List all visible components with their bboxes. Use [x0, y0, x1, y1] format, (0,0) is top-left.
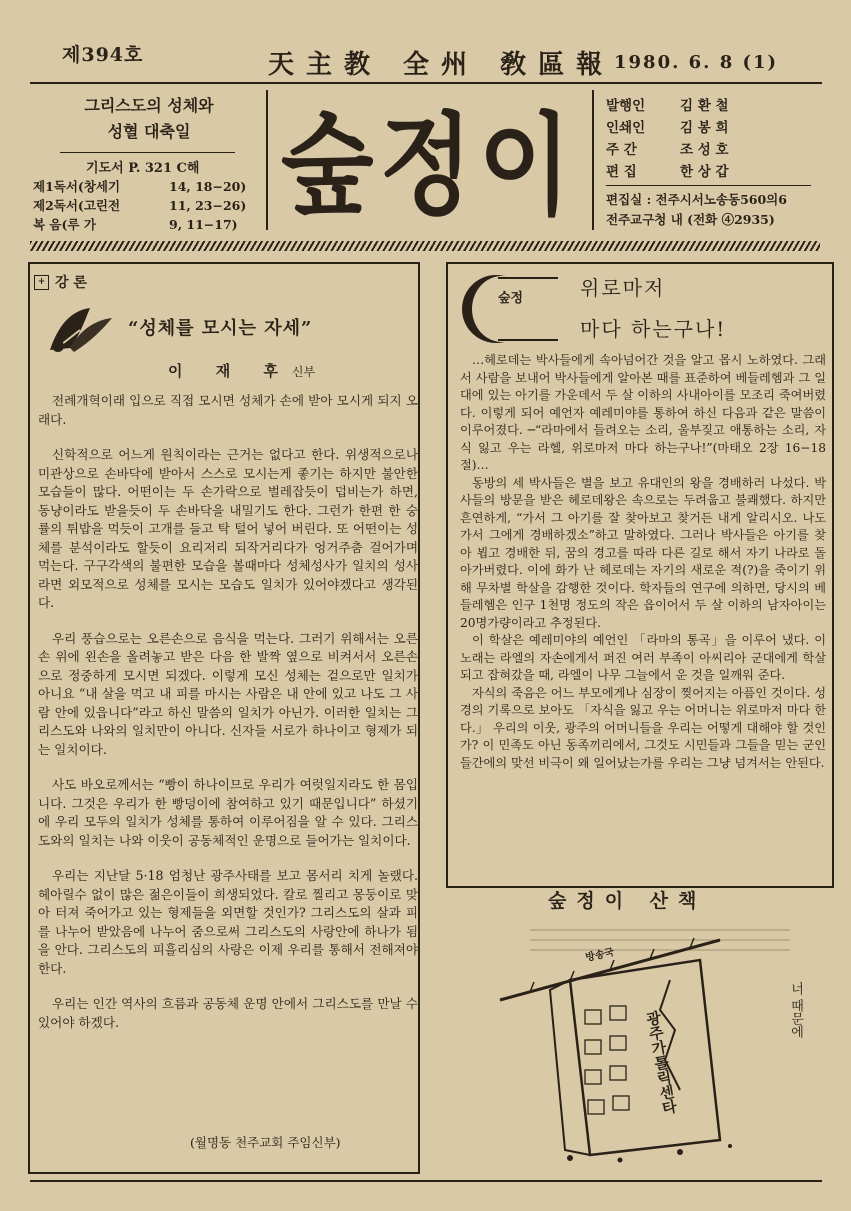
building-sign: 광주가톨릭센타	[643, 1009, 679, 1116]
staff-row: 편 집 한 상 갑	[606, 164, 729, 180]
column-paragraph: 동방의 세 박사들은 별을 보고 유대인의 왕을 경배하러 나섰다. 박사들의 방문을 받은 헤로데왕은 속으로는 두려웁고 불쾌했다. 하지만 흔연하게, “가서 그 아기를 잘 찾아보고 찾거든 내게 알리시오. 나도 가서 그에게 경배하겠소”하고 말하였다. 그러나 박사들은 아기를 찾아 뵙고 경배한 뒤, 꿈의 경고를 따라 다른 길로 해서 자기 나라로 돌아가버렸다. 이에 화가 난 헤로데는 자기의 새로운 적(?)을 죽이기 위해 무차별 학살을 감행한 것이다. 학자들의 연구에 의하면, 당시의 베들레헴은 인구 1천명 정도의 작은 읍이어서 두 살 이하의 남자아이는 20명가량이라고 추정된다.	[460, 475, 826, 630]
masthead-right-rule	[592, 90, 594, 230]
editorial-author: 이 재 후신부	[168, 362, 316, 380]
feast-line2: 성혈 대축일	[107, 122, 191, 141]
prayer-book-ref: 기도서 P. 321 C해	[86, 161, 200, 176]
staff-row: 발행인 김 환 철	[606, 98, 729, 114]
square-icon: +	[34, 275, 49, 290]
editorial-body	[38, 392, 418, 1049]
feast-title	[34, 93, 264, 145]
office-address: 편집실 : 전주시서노송동560의6 전주교구청 내 (전화 ④2935)	[606, 192, 787, 227]
footer-rule	[30, 1180, 822, 1182]
editorial-paragraph: 전례개혁이래 입으로 직접 모시면 성체가 손에 받아 모시게 되지 오래다.	[38, 393, 418, 427]
editorial-title: “성체를 모시는 자세”	[128, 318, 313, 339]
staff-row: 주 간 조 성 호	[606, 142, 729, 158]
editorial-paragraph: 우리는 지난달 5·18 엄청난 광주사태를 보고 몸서리 치게 놀랬다. 헤아릴수 없이 많은 젊은이들이 희생되었다. 칼로 찔리고 몽둥이로 맞아 터져 죽어가고 있는 형제들을 외면할 것인가? 그리스도의 살과 피를 나누어 받았음에 나누어 줌으로써 그리스도의 사랑안에 하나가 됨을 안다. 그리스도의 피흘리심의 사랑은 이제 우리를 통해서 전해져야 한다.	[38, 868, 418, 976]
cartoon-illustration	[470, 920, 820, 1170]
cartoon-title: 숲정이 산책	[548, 890, 707, 912]
staff-row: 인쇄인 김 봉 희	[606, 120, 729, 136]
editorial-signature: (월명동 천주교회 주임신부)	[190, 1135, 341, 1150]
reading-row: 복 음(루 가 9, 11−17)	[33, 217, 238, 232]
editorial-paragraph: 우리는 인간 역사의 흐름과 공동체 운명 안에서 그리스도를 만날 수 있어야 하겠다.	[38, 996, 418, 1030]
column-body	[460, 352, 826, 772]
building-top-sign: 방송국	[584, 947, 616, 964]
leaf-icon	[40, 300, 120, 360]
reading-row: 제1독서(창세기 14, 18−20)	[33, 179, 247, 194]
issue-date: 1980. 6. 8 (1)	[614, 52, 779, 73]
editorial-paragraph: 사도 바오로께서는 “빵이 하나이므로 우리가 여럿일지라도 한 몸입니다. 그것은 우리가 한 빵덩이에 참여하고 있기 때문입니다” 하셨기에 우리 모두의 일치가 성체를 통하여 이루어짐을 알 수 있다. 그리스도와의 일치는 나와 이웃이 공동체적인 운명으로 들어가는 일치이다.	[38, 777, 418, 848]
editorial-tag: + 강 론	[34, 272, 87, 292]
column-emblem	[458, 270, 568, 348]
cartoon-caption: 너 때문에	[788, 982, 803, 1039]
hatched-divider	[30, 241, 820, 251]
column-paragraph: …헤로데는 박사들에게 속아넘어간 것을 알고 몹시 노하였다. 그래서 사람을 보내어 박사들에게 알아본 때를 표준하여 베들레헴과 그 일대에 있는 아기를 가운데서 두 살 이하의 사내아이를 모조리 죽여버렸다. 이렇게 되어 예언자 예레미야를 통하여 하신 다음과 같은 말씀이 이루어졌다. ─“라마에서 들려오는 소리, 울부짖고 애통하는 소리, 자식 잃고 우는 라헬, 위로마저 마다 하는구나!”(마태오 2장 16−18절)…	[460, 353, 826, 472]
editorial-paragraph: 우리 풍습으로는 오른손으로 음식을 먹는다. 그러기 위해서는 오른손 위에 왼손을 올려놓고 받은 다음 한 발짝 옆으로 비켜서서 오른손으로 정중하게 모시면 되겠다. 이렇게 모신 성체는 겉으로만 일치가 아니요 “내 살을 먹고 내 피를 마시는 사람은 내 안에 있고 나도 그 사람 안에 있읍니다”라고 하신 말씀의 일치가 아닌가. 이러한 일치는 그리스도와 나와의 일치만이 아니다. 신자들 서로가 하나이고 형제가 되는 일치이다.	[38, 630, 418, 757]
masthead-title: 숲정이	[280, 101, 578, 231]
staff-divider	[606, 185, 811, 186]
feast-divider	[60, 152, 235, 153]
column-paragraph: 자식의 죽음은 어느 부모에게나 심장이 찢어지는 아픔인 것이다. 성경의 기록으로 보아도 「자식을 잃고 우는 어머니는 위로마저 마다 한다.」 우리의 이웃, 광주의 어머니들을 우리는 어떻게 대해야 할 것인가? 이 민족도 아닌 동족끼리에서, 그것도 시민들과 그들을 믿는 군인들간에의 맞선 비극이 왜 일어났는가를 우리는 그냥 넘겨서는 안된다.	[460, 685, 826, 770]
readings-list	[33, 177, 246, 234]
staff-list	[606, 95, 729, 183]
paper-name: 天主教 全州 敎區報	[268, 50, 615, 80]
feast-line1: 그리스도의 성체와	[84, 96, 214, 115]
column-title-line1: 위로마저	[580, 276, 666, 300]
column-paragraph: 이 학살은 예레미야의 예언인 「라마의 통곡」을 이루어 냈다. 이 노래는 라엘의 자손에게서 퍼진 여러 부족이 아씨리아 군대에게 학살되고 잡혀갔을 때, 라엘이 나무 그늘에서 운 것을 일깨워 준다.	[460, 633, 826, 682]
reading-row: 제2독서(고린전 11, 23−26)	[33, 198, 247, 213]
issue-number: 제394호	[62, 44, 144, 66]
column-title-line2: 마다 하는구나!	[580, 317, 727, 341]
editorial-paragraph: 신학적으로 어느게 원칙이라는 근거는 없다고 한다. 위생적으로나 미관상으로 손바닥에 받아서 스스로 모시는게 좋기는 하지만 불안한 모습들이 많다. 어떤이는 두 손가락으로 벌레잡듯이 덥비는가 하면, 동냥이라도 받을듯이 두 손바닥을 내밀기도 한다. 그런가 한편 한 숭률의 튀밥을 먹듯이 고개를 들고 탁 털어 넣어 버린다. 또 어떤이는 성체를 분석이라도 할듯이 요리저리 되작거리다가 엉거주춤 걸어가며 먹는다. 구구각색의 불편한 모습을 볼때마다 성체성사가 일치의 성사라면 외모적으로 성체를 모시는 모습도 일치가 있어야겠다고 생각된다.	[38, 447, 418, 610]
masthead-logo	[268, 92, 590, 231]
emblem-text: 숲정	[498, 291, 524, 306]
